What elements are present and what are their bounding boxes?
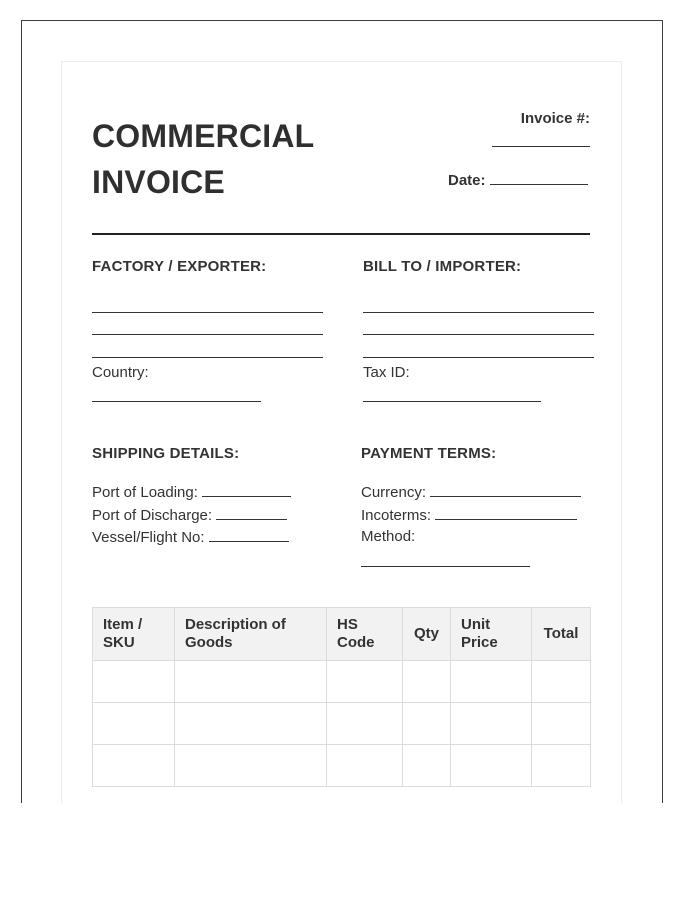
exporter-line-3[interactable] (92, 357, 323, 358)
incoterms-row (361, 506, 577, 524)
table-cell[interactable] (532, 661, 591, 703)
col-header-description: Description of Goods (175, 608, 327, 661)
port-loading-row (92, 483, 291, 501)
table-cell[interactable] (327, 745, 403, 787)
table-cell[interactable] (451, 661, 532, 703)
col-header-item-sku: Item / SKU (93, 608, 175, 661)
col-header-hs-code: HS Code (327, 608, 403, 661)
method-label: Method: (361, 528, 416, 545)
table-cell[interactable] (532, 703, 591, 745)
currency-field[interactable] (430, 483, 581, 497)
table-header-row (93, 608, 591, 661)
country-label: Country: (92, 364, 149, 381)
table-cell[interactable] (403, 661, 451, 703)
taxid-field[interactable] (363, 401, 541, 402)
table-cell[interactable] (175, 661, 327, 703)
importer-line-3[interactable] (363, 357, 594, 358)
table-cell[interactable] (175, 703, 327, 745)
table-cell[interactable] (532, 745, 591, 787)
port-discharge-row (92, 506, 287, 524)
currency-row (361, 483, 581, 501)
table-cell[interactable] (327, 661, 403, 703)
table-row (93, 745, 591, 787)
document-title (92, 113, 352, 205)
vessel-field[interactable] (209, 528, 289, 542)
table-cell[interactable] (93, 745, 175, 787)
vessel-label: Vessel/Flight No: (92, 529, 205, 546)
col-header-unit-price: Unit Price (451, 608, 532, 661)
date-label: Date: (448, 172, 486, 189)
table-row (93, 661, 591, 703)
port-discharge-field[interactable] (216, 506, 287, 520)
table-row (93, 703, 591, 745)
date-field[interactable] (490, 170, 588, 185)
invoice-number-field[interactable] (492, 146, 590, 147)
invoice-number-label: Invoice #: (520, 110, 590, 127)
col-header-qty: Qty (403, 608, 451, 661)
table-cell[interactable] (403, 745, 451, 787)
table-cell[interactable] (451, 703, 532, 745)
items-table (92, 607, 591, 787)
table-cell[interactable] (451, 745, 532, 787)
shipping-heading: SHIPPING DETAILS: (92, 445, 240, 462)
incoterms-label: Incoterms: (361, 507, 432, 524)
importer-line-1[interactable] (363, 312, 594, 313)
exporter-line-2[interactable] (92, 334, 323, 335)
exporter-line-1[interactable] (92, 312, 323, 313)
port-loading-label: Port of Loading: (92, 484, 198, 501)
importer-line-2[interactable] (363, 334, 594, 335)
date-row (448, 170, 588, 189)
importer-heading: BILL TO / IMPORTER: (363, 258, 522, 275)
exporter-heading: FACTORY / EXPORTER: (92, 258, 267, 275)
port-discharge-label: Port of Discharge: (92, 507, 213, 524)
table-cell[interactable] (93, 703, 175, 745)
country-field[interactable] (92, 401, 261, 402)
taxid-label: Tax ID: (363, 364, 410, 381)
col-header-total: Total (532, 608, 591, 661)
table-cell[interactable] (403, 703, 451, 745)
currency-label: Currency: (361, 484, 427, 501)
payment-heading: PAYMENT TERMS: (361, 445, 497, 462)
title-line-1: COMMERCIAL (92, 118, 315, 154)
table-cell[interactable] (93, 661, 175, 703)
method-field[interactable] (361, 566, 530, 567)
incoterms-field[interactable] (435, 506, 577, 520)
vessel-row (92, 528, 289, 546)
table-cell[interactable] (327, 703, 403, 745)
table-cell[interactable] (175, 745, 327, 787)
header-divider (92, 233, 590, 235)
port-loading-field[interactable] (202, 483, 291, 497)
title-line-2: INVOICE (92, 164, 225, 200)
